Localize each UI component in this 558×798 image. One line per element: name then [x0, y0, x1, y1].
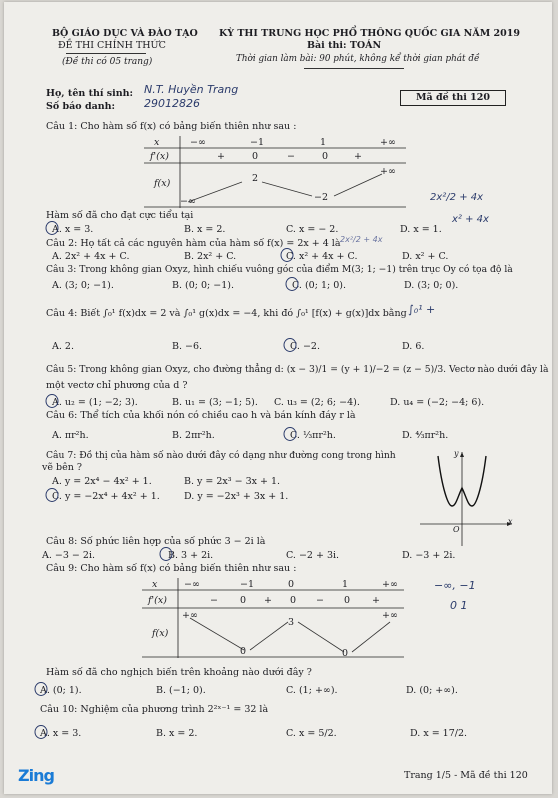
exam-title: KỲ THI TRUNG HỌC PHỔ THÔNG QUỐC GIA NĂM 2019 [219, 28, 520, 39]
answer-circle-icon [33, 724, 49, 740]
q1-text: Câu 1: Cho hàm số f(x) có bảng biến thiên như sau : [46, 121, 297, 132]
handwritten-note: x² + 4x [452, 214, 489, 225]
q9-option-d[interactable]: D. (0; +∞). [406, 685, 458, 696]
q6-option-c[interactable]: C. ⅓πr²h. [290, 430, 336, 441]
q10-option-a[interactable]: A. x = 3. [40, 728, 82, 739]
q9-f-value: 0 [342, 648, 349, 659]
exam-paper [4, 2, 552, 794]
q1-option-b[interactable]: B. x = 2. [184, 224, 226, 235]
q1-x-value: −∞ [190, 137, 206, 148]
ministry-title: BỘ GIÁO DỤC VÀ ĐÀO TẠO [52, 28, 198, 39]
q3-text: Câu 3: Trong không gian Oxyz, hình chiếu vuông góc của điểm M(3; 1; −1) trên trục Oy có tọa độ là [46, 264, 513, 275]
q6-text: Câu 6: Thể tích của khối nón có chiều cao h và bán kính đáy r là [46, 410, 356, 421]
q8-option-b[interactable]: B. 3 + 2i. [168, 550, 214, 561]
time-note: Thời gian làm bài: 90 phút, không kể thời gian phát đề [236, 54, 480, 64]
q3-option-b[interactable]: B. (0; 0; −1). [172, 280, 234, 291]
q9-deriv-sign: − [210, 595, 218, 606]
q9-f-value: +∞ [382, 610, 398, 621]
q7-option-c[interactable]: C. y = −2x⁴ + 4x² + 1. [52, 491, 160, 502]
q4-text: Câu 4: Biết ∫₀¹ f(x)dx = 2 và ∫₀¹ g(x)dx = −4, khi đó ∫₀¹ [f(x) + g(x)]dx bằng [46, 308, 407, 319]
q9-f-value: 3 [288, 617, 295, 628]
q1-deriv-sign: − [287, 151, 295, 162]
handwritten-note: 0 1 [450, 599, 468, 612]
q7-option-b[interactable]: B. y = 2x³ − 3x + 1. [184, 476, 281, 487]
answer-circle-icon [284, 276, 300, 292]
q9-option-c[interactable]: C. (1; +∞). [286, 685, 338, 696]
q1-deriv-sign: + [217, 151, 225, 162]
q1-ask: Hàm số đã cho đạt cực tiểu tại [46, 210, 194, 221]
q9-x-value: −1 [240, 579, 255, 590]
q10-text: Câu 10: Nghiệm của phương trình 2²ˣ⁻¹ = 32 là [40, 704, 269, 715]
q2-option-a[interactable]: A. 2x² + 4x + C. [52, 251, 130, 262]
q9-deriv-zero: 0 [290, 595, 297, 606]
handwritten-note: −∞, −1 [434, 579, 476, 592]
q1-x-label: x [154, 137, 160, 148]
handwritten-note: ∫₀¹ + [408, 303, 436, 316]
q9-x-value: 1 [342, 579, 349, 590]
q10-option-d[interactable]: D. x = 17/2. [410, 728, 468, 739]
q3-option-d[interactable]: D. (3; 0; 0). [404, 280, 459, 291]
q5-text-2: một vectơ chỉ phương của d ? [46, 380, 188, 391]
answer-circle-icon [44, 487, 60, 503]
q5-text: Câu 5: Trong không gian Oxyz, cho đường thẳng d: (x − 3)/1 = (y + 1)/−2 = (z − 5)/3. Vectơ nào dưới đây là [46, 364, 549, 375]
q1-x-value: +∞ [380, 137, 396, 148]
q8-text: Câu 8: Số phức liên hợp của số phức 3 − 2i là [46, 536, 266, 547]
exam-code-box: Mã đề thi 120 [400, 90, 506, 106]
q1-f-label: f(x) [154, 178, 171, 189]
q7-text: Câu 7: Đồ thị của hàm số nào dưới đây có dạng như đường cong trong hình [46, 450, 396, 461]
q10-option-b[interactable]: B. x = 2. [156, 728, 198, 739]
q9-x-value: −∞ [184, 579, 200, 590]
q1-option-a[interactable]: A. x = 3. [52, 224, 94, 235]
answer-circle-icon [279, 247, 295, 263]
q7-graph [416, 448, 516, 548]
page-footer: Trang 1/5 - Mã đề thi 120 [404, 770, 528, 781]
pages-note: (Đề thi có 05 trang) [62, 57, 153, 67]
q9-option-a[interactable]: A. (0; 1). [40, 685, 82, 696]
q1-f-value: −2 [314, 192, 329, 203]
q9-f-value: 0 [240, 646, 247, 657]
answer-circle-icon [282, 426, 298, 442]
answer-circle-icon [44, 220, 60, 236]
q9-deriv-sign: − [316, 595, 324, 606]
handwritten-note: 2x²/2 + 4x [430, 192, 484, 203]
q9-deriv-sign: + [264, 595, 272, 606]
q8-option-c[interactable]: C. −2 + 3i. [286, 550, 340, 561]
q3-option-c[interactable]: C. (0; 1; 0). [292, 280, 346, 291]
q4-option-d[interactable]: D. 6. [402, 341, 425, 352]
answer-circle-icon [158, 546, 174, 562]
q2-option-c[interactable]: C. x² + 4x + C. [286, 251, 358, 262]
graph-origin-label: O [453, 525, 460, 534]
q1-deriv-label: f'(x) [150, 151, 169, 162]
q9-deriv-zero: 0 [240, 595, 247, 606]
q1-deriv-sign: + [354, 151, 362, 162]
graph-x-label: x [508, 517, 513, 526]
name-value: N.T. Huyền Trang [144, 83, 239, 96]
q9-option-b[interactable]: B. (−1; 0). [156, 685, 206, 696]
q7-option-d[interactable]: D. y = −2x³ + 3x + 1. [184, 491, 289, 502]
q9-deriv-label: f'(x) [148, 595, 167, 606]
q5-option-a[interactable]: A. u₂ = (1; −2; 3). [52, 397, 138, 408]
q9-deriv-zero: 0 [344, 595, 351, 606]
graph-y-label: y [454, 449, 459, 458]
q3-option-a[interactable]: A. (3; 0; −1). [52, 280, 114, 291]
header-divider [66, 53, 146, 54]
q2-text: Câu 2: Họ tất cả các nguyên hàm của hàm số f(x) = 2x + 4 là [46, 238, 341, 249]
q5-option-d[interactable]: D. u₄ = (−2; −4; 6). [390, 397, 485, 408]
q1-f-value: −∞ [180, 196, 196, 207]
q6-option-b[interactable]: B. 2πr²h. [172, 430, 215, 441]
q4-option-c[interactable]: C. −2. [290, 341, 320, 352]
q9-x-value: 0 [288, 579, 295, 590]
q1-deriv-zero: 0 [252, 151, 259, 162]
q4-option-a[interactable]: A. 2. [52, 341, 74, 352]
q8-option-d[interactable]: D. −3 + 2i. [402, 550, 456, 561]
answer-circle-icon [33, 681, 49, 697]
q9-deriv-sign: + [372, 595, 380, 606]
handwritten-note: 2x²/2 + 4x [340, 235, 383, 244]
answer-circle-icon [44, 393, 60, 409]
q2-option-d[interactable]: D. x² + C. [402, 251, 449, 262]
q1-option-c[interactable]: C. x = − 2. [286, 224, 339, 235]
q7-option-a[interactable]: A. y = 2x⁴ − 4x² + 1. [52, 476, 152, 487]
q6-option-d[interactable]: D. ⁴⁄₃πr²h. [402, 430, 449, 441]
q9-text: Câu 9: Cho hàm số f(x) có bảng biến thiên như sau : [46, 563, 297, 574]
subject-label: Bài thi: TOÁN [307, 40, 382, 51]
zing-logo: Zing [18, 766, 54, 785]
q6-option-a[interactable]: A. πr²h. [52, 430, 89, 441]
q1-option-d[interactable]: D. x = 1. [400, 224, 442, 235]
header-divider-2 [304, 68, 404, 69]
q9-x-label: x [152, 579, 158, 590]
answer-circle-icon [282, 337, 298, 353]
sbd-value: 29012826 [144, 97, 200, 110]
q10-option-c[interactable]: C. x = 5/2. [286, 728, 337, 739]
q1-f-value: +∞ [380, 166, 396, 177]
q5-option-b[interactable]: B. u₁ = (3; −1; 5). [172, 397, 258, 408]
q2-option-b[interactable]: B. 2x² + C. [184, 251, 237, 262]
q9-f-value: +∞ [182, 610, 198, 621]
q4-option-b[interactable]: B. −6. [172, 341, 203, 352]
q1-f-value: 2 [252, 173, 259, 184]
q9-ask: Hàm số đã cho nghịch biến trên khoảng nào dưới đây ? [46, 667, 312, 678]
q5-option-c[interactable]: C. u₃ = (2; 6; −4). [274, 397, 360, 408]
q8-option-a[interactable]: A. −3 − 2i. [42, 550, 96, 561]
sbd-label: Số báo danh: [46, 101, 116, 112]
q7-text-2: vẽ bên ? [42, 462, 82, 473]
name-label: Họ, tên thí sinh: [46, 88, 134, 99]
q1-x-value: 1 [320, 137, 327, 148]
q1-x-value: −1 [250, 137, 265, 148]
q9-f-label: f(x) [152, 628, 169, 639]
q1-deriv-zero: 0 [322, 151, 329, 162]
q9-x-value: +∞ [382, 579, 398, 590]
official-label: ĐỀ THI CHÍNH THỨC [58, 40, 166, 51]
